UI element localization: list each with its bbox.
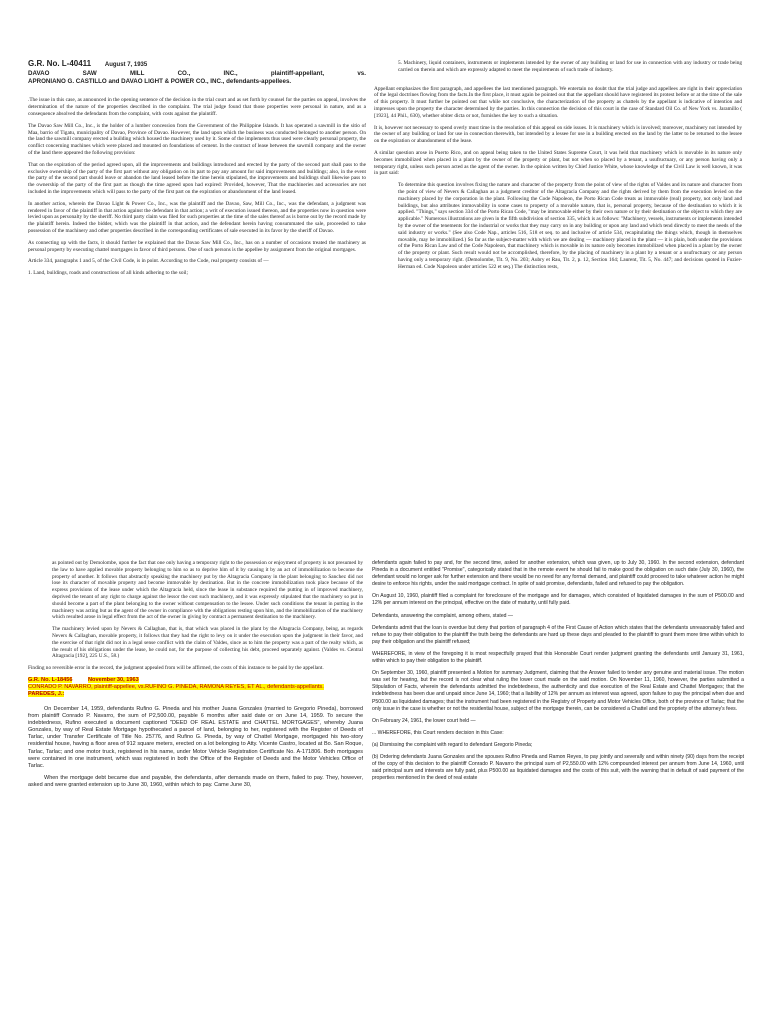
page1-right-column — [374, 60, 742, 276]
paragraph: Finding no reversible error in the record, the judgment appealed from will be affirmed, the costs of this instance to be paid by the appellant. — [28, 665, 324, 672]
paragraph: That on the expiration of the period agreed upon, all the improvements and buildings introduced and erected by the party of the second part shall pass to the exclusive ownership of the party of the first part without any obligation on its part to pay any amount for said improvements and buildings; also, in the event the party of the second part should leave or abandon the land leased before the time herein stipulated, the improvements and buildings shall likewise pass to the ownership of the party of the first part as though the time agreed upon had expired: Provided, however, That the machineries and accessories are not included in the improvements which will pass to the party of the first part on the expiration or abandonment of the land leased. — [28, 161, 366, 195]
paragraph: WHEREFORE, in view of the foregoing it is most respectfully prayed that this Honorable Court render judgment granting the defendants until January 31, 1961, within which to pay their obligation to the plaintiff. — [372, 650, 744, 665]
document-page-2 — [0, 512, 768, 1024]
code-provision: 5. Machinery, liquid containers, instruments or implements intended by the owner of any building or land for use in connection with any industry or trade being carried on therein and which are expressly adapted to meet the requirements of such trade of industry. — [398, 60, 742, 73]
paragraph: A similar question arose in Puerto Rico, and on appeal being taken to the United States Supreme Court, it was held that machinery which is movable in its nature only becomes immobilized when placed in a plant by the owner of the property or plant, but not when so placed by a tenant, a usufructuary, or any person having only a temporary right, unless such person acted as the agent of the owner. In the opinion written by Chief Justice White, whose knowledge of the Civil Law is well known, it was in part said: — [374, 149, 742, 177]
block-quote: as pointed out by Demolombe, upon the fact that one only having a temporary right to the possession or enjoyment of property is not presumed by the law to have applied movable property belonging to him so as to deprive him of it by causing it by an act of immobilization to become the property of another. It follows that abstractly speaking the machinery put by the Altagracia Company in the plant belonging to Sanchez did not lose its character of movable property and become immovable by destination. But in the concrete immobilization took place because of the express provisions of the lease under which the Altagracia held, since the lease in substance required the putting in of improved machinery, deprived the tenant of any right to charge against the lessor the cost such machinery, and it was expressly stipulated that the machinery so put in should become a part of the plant belonging to the owner without compensation to the lessee. Under such conditions the tenant in putting in the machinery was acting but as the agent of the owner in compliance with the obligations resting upon him, and the immobilization of the machinery which resulted arose in legal effect from the act of the owner in giving by contract a permanent destination to the machinery. — [52, 560, 363, 621]
paragraph: .The issue in this case, as announced in the opening sentence of the decision in the trial court and as set forth by counsel for the parties on appeal, involves the determination of the nature of the properties described in the complaint. The trial judge found that those properties were personal in nature, and as a consequence absolved the defendants from the complaint, with costs against the plaintiff. — [28, 97, 366, 117]
paragraph: Article 334, paragraphs 1 and 5, of the Civil Code, is in point. According to the Code, real property consists of — — [28, 258, 269, 265]
paragraph: In another action, wherein the Davao Light & Power Co., Inc., was the plaintiff and the Davao, Saw, Mill Co., Inc., was the defendant, a judgment was rendered in favor of the plaintiff in that action against the defendant in that action; a writ of execution issued thereon, and the properties now in question were levied upon as personalty by the sheriff. No third party claim was filed for such properties at the time of the sales thereof as is borne out by the record made by the plaintiff herein. Indeed the bidder, which was the plaintiff in that action, and the defendant herein having consummated the sale, proceeded to take possession of the machinery and other properties described in the corresponding certificates of sale executed in its favor by the sheriff of Davao. — [28, 200, 366, 234]
paragraph: Defendants, answering the complaint, among others, stated — — [372, 612, 514, 619]
block-quote: To determine this question involves fixing the nature and character of the property from the point of view of the rights of Valdes and its nature and character from the point of view of Nevers & Callaghan as a judgment creditor of the Altagracia Company and the rights derived by them from the execution levied on the machinery placed by the corporation in the plant. Following the Code Napoleon, the Porto Rican Code treats as immovable (real) property, not only land and buildings, but also attributes immovability in some cases to property of a movable nature, that is, personal property, because of the destination to which it is applied. "Things," says section 334 of the Porto Rican Code, "may be immovable either by their own nature or by their destination or the object to which they are applicable." Numerous illustrations are given in the fifth subdivision of section 335, which is as follows: "Machinery, vessels, instruments or implements intended by the owner of the tenements for the industrial or works that they may carry on in any building or upon any land and which tend directly to meet the needs of the said industry or works." (See also Code Nap., articles 516, 518 et seq. to and inclusive of article 534, recapitulating the things which, though in themselves movable, may be immobilized.) So far as the subject-matter with which we are dealing — machinery placed in the plant — it is plain, both under the provisions of the Porto Rican Law and of the Code Napoleon, that machinery which is movable in its nature only becomes immobilized when placed in a plant by the owner of the property or plant. Such result would not be accomplished, therefore, by the placing of machinery in a plant by a tenant or a usufructuary or any person having only a temporary right. (Demolombe, Tit. 9, No. 203; Aubry et Rau, Tit. 2, p. 12, Section 164; Laurent, Tit. 5, No. 447; and decisions quoted in Fuzier-Herman ed. Code Napoleon under articles 522 et seq.) The distinction rests, — [398, 182, 742, 270]
case2-number: G.R. No. L-18456 — [28, 676, 73, 683]
case-parties-line2: APRONIANO G. CASTILLO and DAVAO LIGHT & POWER CO., INC., defendants-appellees. — [28, 77, 292, 85]
paragraph: 1. Land, buildings, roads and constructions of all kinds adhering to the soil; — [28, 270, 188, 277]
paragraph: Appellant emphasizes the first paragraph, and appellees the last mentioned paragraph. We entertain no doubt that the trial judge and appellees are right in their appreciation of the legal doctrines flowing from the facts.In the first place, it must again be pointed out that the appellant should have registered its protest before or at the time of the sale of this property. It must further be pointed out that while not conclusive, the characterization of the property as chattels by the appellant is indicative of intention and impresses upon the property the character determined by the parties. In this connection the decision of this court in the case of Standard Oil Co. of New York vs. Jaramillo ( [1923], 44 Phil., 630), whether obiter dicta or not, furnishes the key to such a situation. — [374, 85, 742, 119]
page2-right-column — [372, 560, 744, 787]
paragraph: On August 10, 1960, plaintiff filed a complaint for foreclosure of the mortgage and for damages, which consisted of liquidated damages in the sum of P500.00 and 12% per annum interest on the principal, effective on the date of maturity, until fully paid. — [372, 593, 744, 607]
case2-date: November 30, 1963 — [88, 676, 139, 683]
page1-left-column — [28, 60, 366, 282]
paragraph: On December 14, 1959, defendants Rufino G. Pineda and his mother Juana Gonzales (married to Gregorio Pineda), borrowed from plaintiff Conrado P. Navarro, the sum of P2,500.00, payable 6 months after said date or on June 14, 1959. To secure the indebtedness, Rufino executed a document captioned "DEED OF REAL ESTATE and CHATTEL MORTGAGES", whereby Juana Gonzales, by way of Real Estate Mortgage hypothecated a parcel of land, belonging to her, registered with the Register of Deeds of Tarlac, under Transfer Certificate of Title No. 25776, and Rufino G. Pineda, by way of Chattel Mortgage, mortgaged his two-story residential house, having a floor area of 912 square meters, erected on a lot belonging to Atty. Vicente Castro, located at Bo. San Roque, Tarlac, Tarlac; and one motor truck, registered in his name, under Motor Vehicle Registration Certificate No. A-171806. Both mortgages were contained in one instrument, which was registered in both the Office of the Register of Deeds and the Motor Vehicles Office of Tarlac. — [28, 705, 363, 769]
paragraph: (b) Ordering defendants Juana Gonzales and the spouses Rufino Pineda and Ramon Reyes, to pay jointly and severally and within ninety (90) days from the receipt of the copy of this decision to the plaintiff Conrado P. Navarro the principal sum of P2,550.00 with 12% compounded interest per annum from June 14, 1960, until said principal sum and interests are fully paid, plus P500.00 as liquidated damages and the costs of this suit, with the warning that in default of said payment of the properties mentioned in the deed of real estate — [372, 753, 744, 782]
case2-header — [28, 677, 363, 698]
paragraph: ... WHEREFORE, this Court renders decision in this Case: — [372, 729, 504, 736]
paragraph: (a) Dismissing the complaint with regard to defendant Gregorio Pineda; — [372, 741, 533, 748]
paragraph: When the mortgage debt became due and payable, the defendants, after demands made on them, failed to pay. They, however, asked and were granted extension up to June 30, 1960, within which to pay. Came June 30, — [28, 774, 363, 788]
case-date: August 7, 1935 — [104, 62, 148, 68]
paragraph: defendants again failed to pay and, for the second time, asked for another extension, which was given, up to July 30, 1960. In the second extension, defendant Pineda in a document entitled "Promise", categorically stated that in the remote event he should fail to make good the obligation on such date (July 30, 1960), the defendant would no longer ask for further extension and there would be no need for any formal demand, and plaintiff could proceed to take whatever action he might desire to enforce his rights, under the said mortgage contract. In spite of said promise, defendants, failed and refused to pay the obligation. — [372, 560, 744, 588]
paragraph: On September 30, 1960, plaintiff presented a Motion for summary Judgment, claiming that the Answer failed to tender any genuine and material issue. The motion was set for hearing, but the record is not clear what ruling the lower court made on the said motion. On November 11, 1960, however, the parties submitted a Stipulation of Facts, wherein the defendants admitted the indebtedness, the authenticity and due execution of the Real Estate and Chattel Mortgages; that the indebtedness has been due and unpaid since June 14, 1960; that a liability of 12% per annum as interest was agreed, upon failure to pay the principal when due and P500.00 as liquidated damages; that the instrument had been registered in the Registry of Property and Motor Vehicles Office, both of the province of Tarlac; that the only issue in the case is whether or not the residential house, subject of the mortgage therein, can be considered a Chattel and the propriety of the attorney's fees. — [372, 670, 744, 712]
case-header — [28, 60, 366, 85]
case-number: G.R. No. L-40411 — [28, 59, 92, 68]
case2-ponente: PAREDES, J.: — [28, 690, 65, 697]
block-quote: The machinery levied upon by Nevers & Callaghan, that is, that which was placed in the plant by the Altagracia Company, being, as regards Nevers & Callaghan, movable property, it follows that they had the right to levy on it under the execution upon the judgment in their favor, and the exercise of that right did not in a legal sense conflict with the claim of Valdes, since as to him the property was a part of the realty which, as the result of his obligations under the lease, he could not, for the purpose of collecting his debt, proceed separately against. (Valdes vs. Central Altagracia [192], 225 U.S., 58.) — [52, 626, 363, 660]
page2-left-column — [28, 560, 363, 794]
paragraph: On February 24, 1961, the lower court held — — [372, 717, 476, 724]
paragraph: The Davao Saw Mill Co., Inc., is the holder of a lumber concession from the Government of the Philippine Islands. It has operated a sawmill in the sitio of Maa, barrio of Tigatu, municipality of Davao, Province of Davao. However, the land upon which the business was conducted belonged to another person. On the land the sawmill company erected a building which housed the machinery used by it. Some of the implements thus used were clearly personal property, the conflict concerning machines which were placed and mounted on foundations of cement. In the contract of lease between the sawmill company and the owner of the land there appeared the following provision: — [28, 122, 366, 156]
paragraph: It is, however not necessary to spend overly must time in the resolution of this appeal on side issues. It is machinery which is involved; moreover, machinery not intended by the owner of any building or land for use in connection therewith, but intended by a lessee for use in a building erected on the land by the latter to be returned to the lessee on the expiration or abandonment of the lease. — [374, 124, 742, 145]
paragraph: As connecting up with the facts, it should further be explained that the Davao Saw Mill Co., Inc., has on a number of occasions treated the machinery as personal property by executing chattel mortgages in favor of third persons. One of such persons is the appellee by assignment from the original mortgages. — [28, 239, 366, 253]
case2-parties: CONRADO P. NAVARRO, plaintiff-appellee, vs.RUFINO G. PINEDA, RAMONA REYES, ET AL., defendants-appellants. — [28, 683, 324, 690]
paragraph: Defendants admit that the loan is overdue but deny that portion of paragraph 4 of the First Cause of Action which states that the defendants unreasonably failed and refuse to pay their obligation to the plaintiff the truth being the defendants are hard up these days and pleaded to the plaintiff to grant them more time within which to pay their obligation and the plaintiff refused; — [372, 624, 744, 645]
case-parties-line1: DAVAO SAW MILL CO., INC., plaintiff-appellant, vs. — [28, 69, 366, 77]
